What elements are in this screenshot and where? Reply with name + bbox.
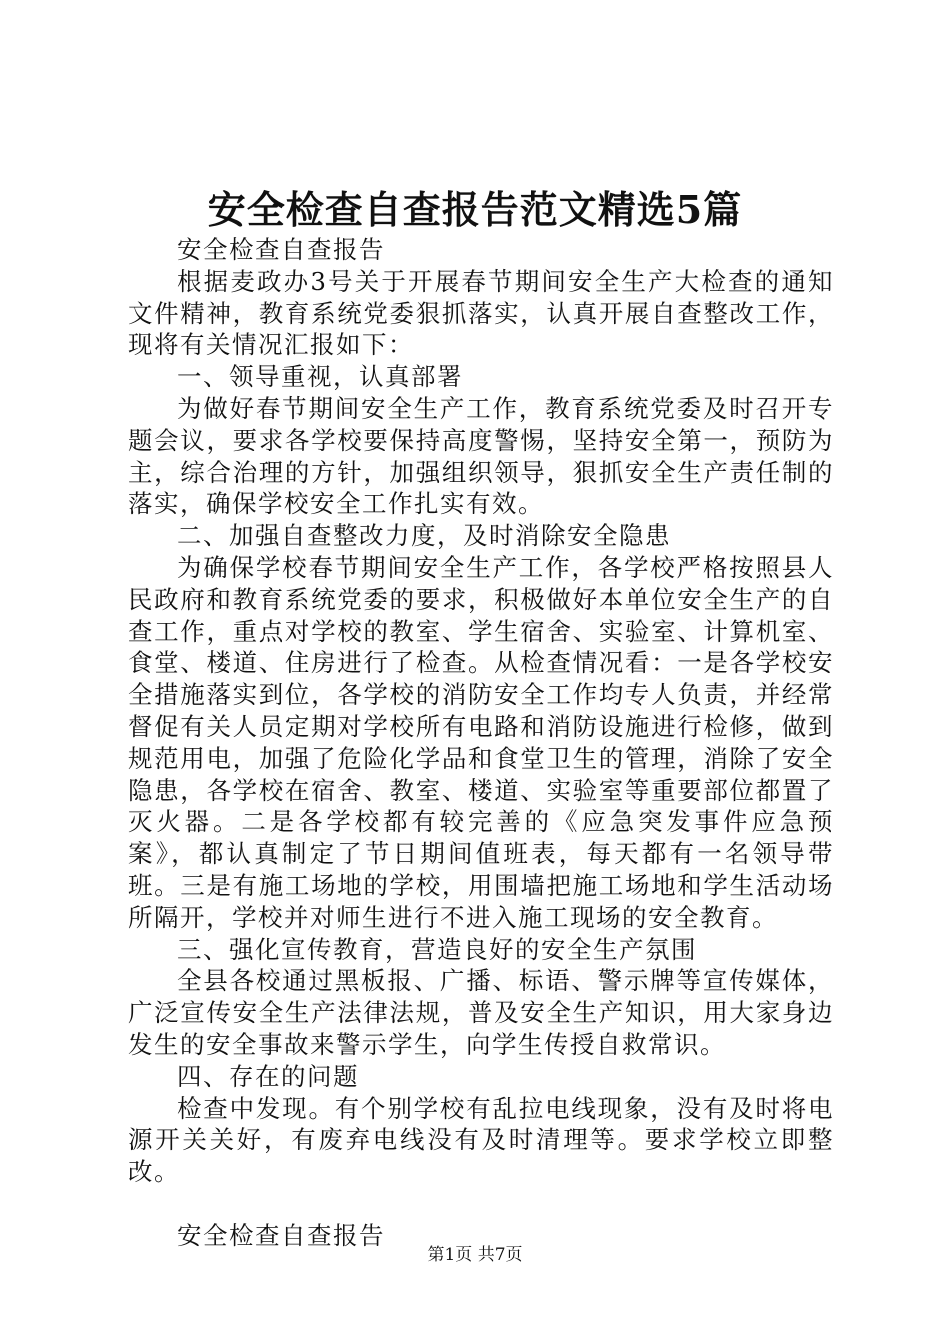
document-title: 安全检查自查报告范文精选5篇 bbox=[207, 187, 743, 232]
section-heading: 四、存在的问题 bbox=[177, 1061, 359, 1091]
section-heading: 安全检查自查报告 bbox=[177, 235, 385, 264]
section-heading: 三、强化宣传教育，营造良好的安全生产氛围 bbox=[177, 934, 697, 964]
section-heading: 一、领导重视，认真部署 bbox=[177, 362, 463, 392]
paragraph: 根据麦政办3号关于开展春节期间安全生产大检查的通知文件精神，教育系统党委狠抓落实，认真开展自查整改工作，现将有关情况汇报如下： bbox=[128, 266, 834, 360]
section-heading: 安全检查自查报告 bbox=[177, 1220, 385, 1250]
page-footer: 第1页 共7页 bbox=[427, 1245, 523, 1265]
paragraph: 为确保学校春节期间安全生产工作，各学校严格按照县人民政府和教育系统党委的要求，积极做好本单位安全生产的自查工作，重点对学校的教室、学生宿舍、实验室、计算机室、食堂、楼道、住房进行了检查。从检查情况看：一是各学校安全措施落实到位，各学校的消防安全工作均专人负责，并经常督促有关人员定期对学校所有电路和消防设施进行检修，做到规范用电，加强了危险化学品和食堂卫生的管理，消除了安全隐患，各学校在宿舍、教室、楼道、实验室等重要部位都置了灭火器。二是各学校都有较完善的《应急突发事件应急预案》，都认真制定了节日期间值班表，每天都有一名领导带班。三是有施工场地的学校，用围墙把施工场地和学生活动场所隔开，学校并对师生进行不进入施工现场的安全教育。 bbox=[128, 552, 834, 932]
document-body bbox=[128, 234, 834, 1252]
paragraph: 检查中发现。有个别学校有乱拉电线现象，没有及时将电源开关关好，有废弃电线没有及时清理等。要求学校立即整改。 bbox=[128, 1093, 834, 1187]
section-heading: 二、加强自查整改力度，及时消除安全隐患 bbox=[177, 521, 671, 551]
paragraph: 全县各校通过黑板报、广播、标语、警示牌等宣传媒体，广泛宣传安全生产法律法规，普及安全生产知识，用大家身边发生的安全事故来警示学生，向学生传授自救常识。 bbox=[128, 966, 834, 1059]
paragraph: 为做好春节期间安全生产工作，教育系统党委及时召开专题会议，要求各学校要保持高度警惕，坚持安全第一，预防为主，综合治理的方针，加强组织领导，狠抓安全生产责任制的落实，确保学校安全工作扎实有效。 bbox=[128, 393, 834, 519]
